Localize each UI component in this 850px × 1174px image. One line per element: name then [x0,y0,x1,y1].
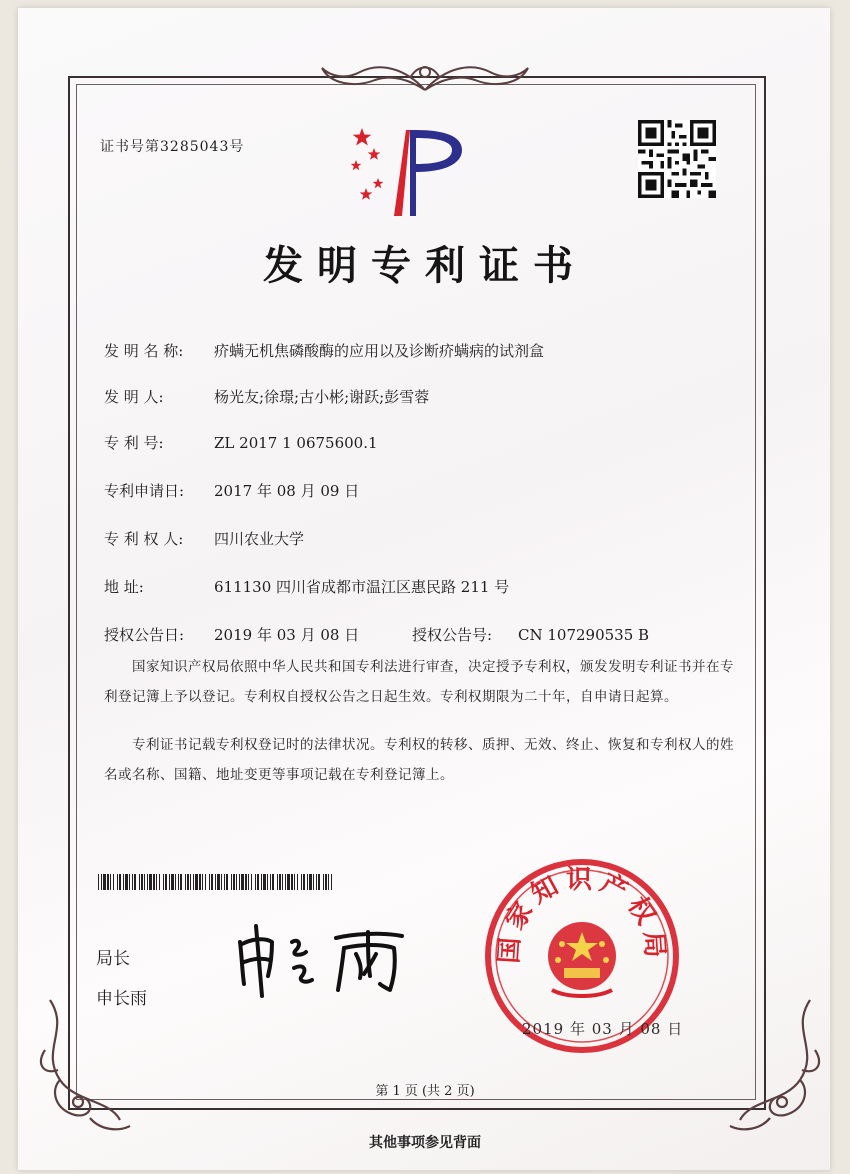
grant-date-row [104,624,359,645]
filing-date-label: 专利申请日: [104,482,185,500]
inventor-row [104,386,429,407]
page-number: 第 1 页 (共 2 页) [375,1084,475,1099]
grant-number-label: 授权公告号: [412,626,493,644]
address-label: 地 址: [104,578,144,596]
address-row [104,576,509,597]
director-name: 申长雨 [96,989,147,1009]
top-ornament-icon [300,58,550,98]
grant-date-label: 授权公告日: [104,626,185,644]
address-value: 611130 四川省成都市温江区惠民路 211 号 [214,578,510,596]
barcode-icon [98,874,332,890]
legal-status-paragraph: 专利证书记载专利权登记时的法律状况。专利权的转移、质押、无效、终止、恢复和专利权人的姓名或名称、国籍、地址变更等事项记载在专利登记簿上。 [104,737,734,783]
certificate-statement-paragraph: 国家知识产权局依照中华人民共和国专利法进行审查，决定授予专利权，颁发发明专利证书并在专利登记簿上予以登记。专利权自授权公告之日起生效。专利权期限为二十年，自申请日起算。 [104,659,734,705]
grant-number-row [412,624,649,645]
patentee-row [104,528,304,549]
patentee-value: 四川农业大学 [214,530,305,548]
director-signature-icon [232,918,422,998]
bottom-left-ornament-icon [30,990,140,1140]
patent-office-logo-icon [344,124,468,220]
inventor-label: 发 明 人: [104,388,164,406]
patent-number-row [104,432,378,453]
inventor-value: 杨光友;徐璟;古小彬;谢跃;彭雪蓉 [214,388,430,406]
bottom-right-ornament-icon [720,990,830,1140]
seal-text: 国家知识产权局 [494,865,670,965]
certificate-number: 证书号第3285043号 [100,139,245,155]
filing-date-value: 2017 年 08 月 09 日 [214,482,360,500]
page-title: 发明专利证书 [263,243,587,289]
invention-name-label: 发 明 名 称: [104,342,184,360]
filing-date-row [104,480,359,501]
grant-number-value: CN 107290535 B [518,626,650,644]
grant-date-value: 2019 年 03 月 08 日 [214,626,360,644]
footer-note: 其他事项参见背面 [369,1135,481,1151]
qr-code-icon [638,120,716,198]
director-title: 局长 [96,949,130,969]
invention-name-value: 疥螨无机焦磷酸酶的应用以及诊断疥螨病的试剂盒 [214,342,545,360]
patent-number-label: 专 利 号: [104,434,164,452]
seal-date: 2019 年 03 月 08 日 [522,1020,684,1038]
patentee-label: 专 利 权 人: [104,530,184,548]
invention-name-row [104,340,544,361]
patent-number-value: ZL 2017 1 0675600.1 [214,434,378,452]
